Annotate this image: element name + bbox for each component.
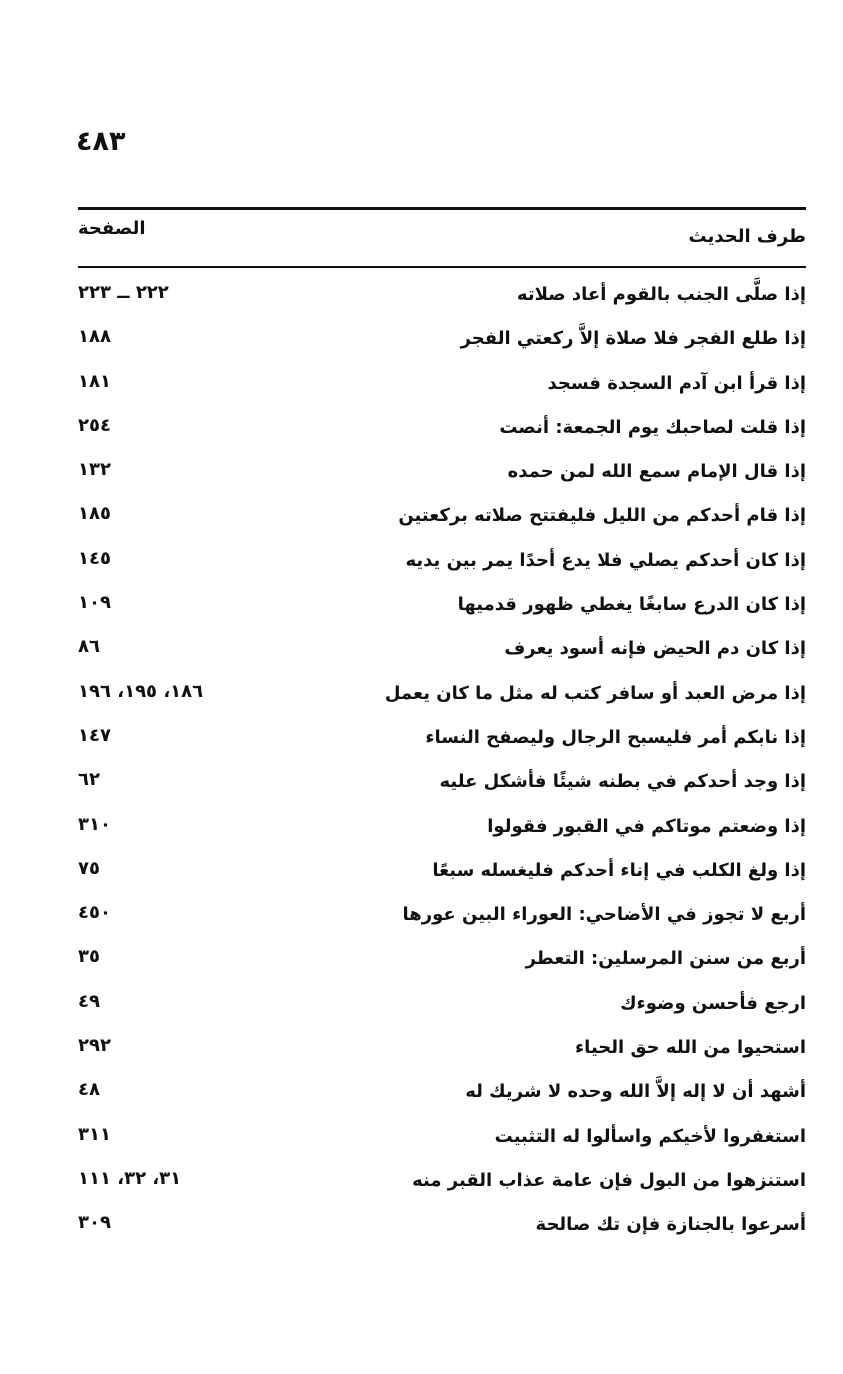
table-row [78,369,806,413]
hadith-text: إذا طلع الفجر فلا صلاة إلاَّ ركعتي الفجر [460,328,806,350]
table-row [78,457,806,501]
page-reference: ٧٥ [78,857,100,879]
page-reference: ٣١١ [78,1123,111,1145]
hadith-text: أربع لا تجوز في الأضاحي: العوراء البين عورها [402,904,806,926]
table-row [78,413,806,457]
hadith-text: إذا وجد أحدكم في بطنه شيئًا فأشكل عليه [439,771,806,793]
hadith-text: إذا صلَّى الجنب بالقوم أعاد صلاته [516,284,806,305]
table-row [78,1210,806,1254]
hadith-text: استغفروا لأخيكم واسألوا له التثبيت [494,1125,806,1147]
table-row [78,1033,806,1077]
table-row [78,324,806,368]
hadith-text: إذا قام أحدكم من الليل فليفتتح صلاته بركعتين [398,505,806,527]
table-row [78,944,806,988]
table-row [78,1166,806,1210]
page-reference: ٣٥ [78,946,100,968]
page-reference: ١٨٨ [78,326,111,348]
page-reference: ١٨٦، ١٩٥، ١٩٦ [78,680,204,702]
page-reference: ٢٢٢ ــ ٢٢٣ [78,282,169,303]
header-page-label: الصفحة [78,218,146,239]
table-row [78,590,806,634]
page-reference: ٨٦ [78,636,100,658]
page-reference: ٣٠٩ [78,1212,111,1234]
table-row [78,1077,806,1121]
table-row [78,723,806,767]
page-reference: ١٤٥ [78,547,111,569]
hadith-text: إذا مرض العبد أو سافر كتب له مثل ما كان يعمل [384,682,806,704]
hadith-text: أربع من سنن المرسلين: التعطر [525,948,806,970]
table-row [78,856,806,900]
index-table-body [78,280,806,1255]
page-reference: ١٨٥ [78,503,111,525]
header-hadith-label: طرف الحديث [688,226,806,247]
page-reference: ٣١٠ [78,813,111,835]
table-row [78,634,806,678]
table-row [78,900,806,944]
hadith-text: إذا كان الدرع سابغًا يغطي ظهور قدميها [457,594,806,616]
header-bottom-rule [78,266,806,268]
page-reference: ٤٥٠ [78,902,111,924]
hadith-text: استحيوا من الله حق الحياء [574,1037,806,1059]
hadith-text: ارجع فأحسن وضوءك [620,992,806,1014]
header-top-rule [78,207,806,210]
page-number: ٤٨٣ [76,126,126,157]
page-reference: ٤٩ [78,990,100,1012]
page-reference: ٦٢ [78,769,100,791]
table-row [78,812,806,856]
page-reference: ١٣٢ [78,459,111,481]
page-reference: ١٤٧ [78,724,111,746]
page-reference: ٢٥٤ [78,414,111,436]
hadith-text: إذا وضعتم موتاكم في القبور فقولوا [487,815,806,837]
hadith-text: استنزهوا من البول فإن عامة عذاب القبر منه [412,1169,806,1191]
page-reference: ٢٩٢ [78,1035,111,1057]
table-row [78,280,806,324]
table-row [78,501,806,545]
table-header [78,218,806,254]
table-row [78,1122,806,1166]
hadith-text: إذا قلت لصاحبك يوم الجمعة: أنصت [499,416,806,438]
page-reference: ١٠٩ [78,592,111,614]
hadith-text: أشهد أن لا إله إلاَّ الله وحده لا شريك له [465,1081,806,1103]
hadith-text: إذا قال الإمام سمع الله لمن حمده [507,461,806,483]
hadith-text: إذا قرأ ابن آدم السجدة فسجد [547,372,806,394]
table-row [78,767,806,811]
table-row [78,989,806,1033]
hadith-text: أسرعوا بالجنازة فإن تك صالحة [535,1214,806,1236]
hadith-text: إذا كان دم الحيض فإنه أسود يعرف [504,638,806,660]
table-row [78,679,806,723]
page-reference: ٤٨ [78,1079,100,1101]
hadith-text: إذا نابكم أمر فليسبح الرجال وليصفح النساء [425,726,806,748]
page-reference: ٣١، ٣٢، ١١١ [78,1167,182,1189]
table-row [78,546,806,590]
hadith-text: إذا ولغ الكلب في إناء أحدكم فليغسله سبعًا [432,859,806,881]
page-reference: ١٨١ [78,370,111,392]
hadith-text: إذا كان أحدكم يصلي فلا يدع أحدًا يمر بين يديه [405,549,806,571]
